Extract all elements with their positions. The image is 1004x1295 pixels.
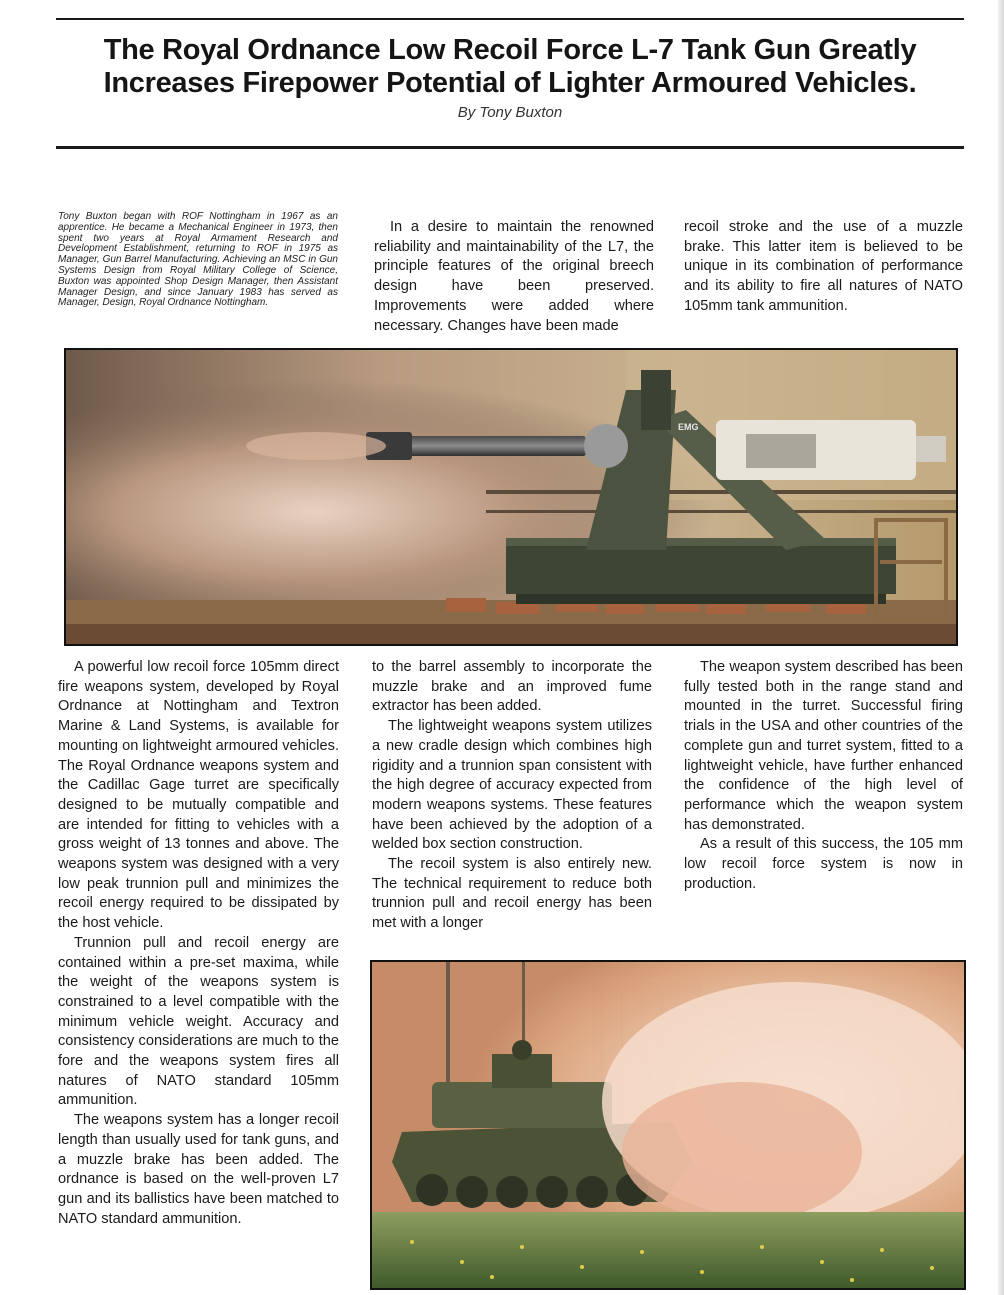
light-tank-firing-photo (370, 960, 966, 1290)
top-column-2 (374, 218, 654, 336)
rig-marking: EMG (678, 422, 699, 432)
paragraph: The recoil system is also entirely new. The technical requirement to reduce both trunnion pull and recoil energy has been met with a longer (372, 856, 652, 932)
article-headline: The Royal Ordnance Low Recoil Force L-7 Tank Gun Greatly Increases Firepower Potential of Lighter Armoured Vehicles. (103, 34, 917, 99)
paragraph: Trunnion pull and recoil energy are contained within a pre-set maxima, while the weight of the weapons system is constrained to a level compatible with the minimum vehicle weight. Accuracy and consistency considerations are much to the fore and the weapons system fires all natures of NATO standard 105mm ammunition. (58, 934, 339, 1109)
gun-test-rig-photo (64, 348, 958, 646)
paragraph: The lightweight weapons system utilizes a new cradle design which combines high rigidity and a trunnion span consistent with the high degree of accuracy expected from modern weapons systems. These features have been achieved by the adoption of a welded box section construction. (372, 718, 652, 853)
paragraph: The weapon system described has been fully tested both in the range stand and mounted in the turret. Successful firing trials in the USA and other countries of the complete gun and turret system, fitted to a lightweight vehicle, have further enhanced the confidence of the high level of performance which the weapon system has demonstrated. (684, 659, 963, 833)
paragraph: In a desire to maintain the renowned reliability and maintainability of the L7, the principle features of the original breech design have been preserved. Improvements were added where necessary. Changes have been made (374, 219, 654, 334)
page-edge (998, 0, 1004, 1295)
paragraph: A powerful low recoil force 105mm direct fire weapons system, developed by Royal Ordnance at Nottingham and Textron Marine & Land Systems, is available for mounting on lightweight armoured vehicles. The Royal Ordnance weapons system and the Cadillac Gage turret are specifically designed to be mutually compatible and are intended for fitting to vehicles with a gross weight of 13 tonnes and above. The weapons system was designed with a very low peak trunnion pull and minimizes the recoil energy required to be dissipated by the host vehicle. (58, 659, 339, 932)
paragraph: The weapons system has a longer recoil length than usually used for tank guns, and a muzzle brake has been added. The ordnance is based on the well-proven L7 gun and its ballistics have been matched to NATO standard ammunition. (58, 1112, 339, 1227)
body-column-2 (372, 658, 652, 934)
header-rule-top (56, 18, 964, 20)
article-byline: By Tony Buxton (457, 104, 563, 121)
author-bio: Tony Buxton began with ROF Nottingham in 1967 as an apprentice. He became a Mechanical Engineer in 1973, then spent two years at Royal Armament Research and Development Establishment, returning to ROF in 1975 as Manager, Gun Barrel Manufacturing. Achieving an MSC in Gun Systems Design from Royal Military College of Science, Buxton was appointed Shop Design Manager, then Assistant Manager Design, and since January 1983 has served as Manager, Design, Royal Ordnance Nottingham. (58, 211, 338, 309)
paragraph: to the barrel assembly to incorporate the muzzle brake and an improved fume extractor has been added. (372, 659, 652, 715)
top-column-3 (684, 218, 963, 317)
paragraph: recoil stroke and the use of a muzzle brake. This latter item is believed to be unique in its combination of performance and its ability to fire all natures of NATO 105mm tank ammunition. (684, 219, 963, 314)
body-column-1 (58, 658, 339, 1229)
header-rule-bottom (56, 146, 964, 149)
body-column-3 (684, 658, 963, 894)
paragraph: As a result of this success, the 105 mm low recoil force system is now in production. (684, 836, 963, 892)
